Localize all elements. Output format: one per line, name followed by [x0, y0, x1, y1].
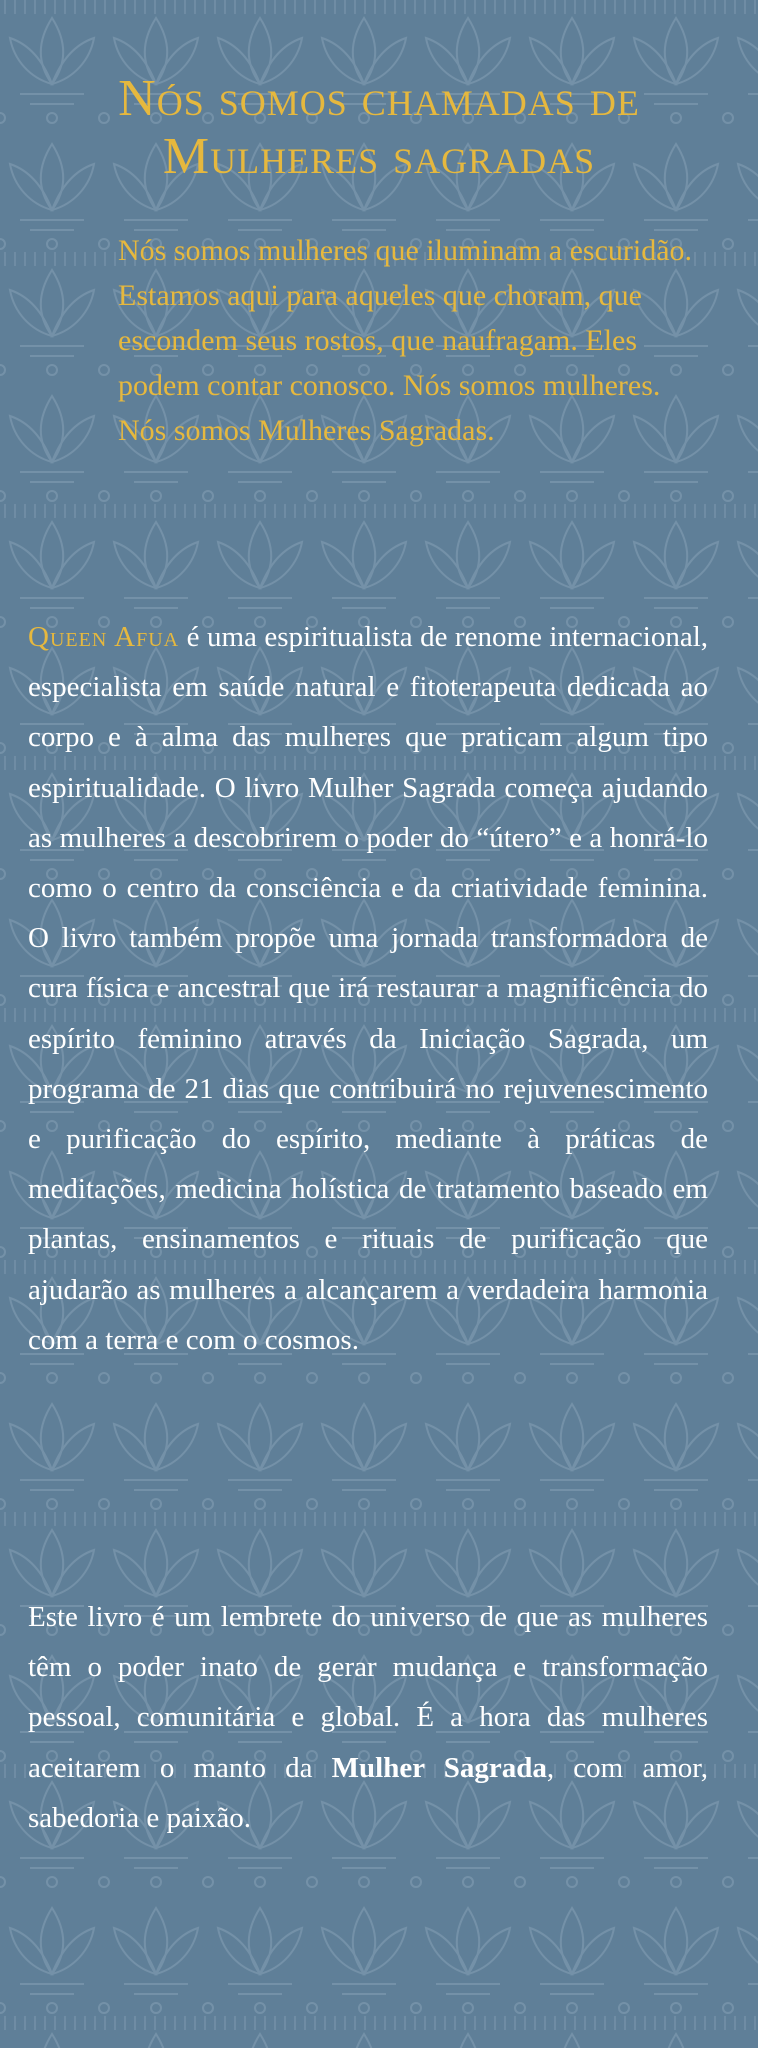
book-title-bold: Mulher Sagrada — [331, 1751, 547, 1784]
author-bio-text: é uma espiritualista de renome internacional, especialista em saúde natural e fitoterapeuta dedicada ao corpo e à alma das mulheres que praticam algum tipo espiritualidade. O livro Mulher Sagrada começa ajudando as mulheres a descobrirem o poder do “útero” e a honrá-lo como o centro da consciência e da criatividade feminina. O livro também propõe uma jornada transformadora de cura física e ancestral que irá restaurar a magnificência do espírito feminino através da Iniciação Sagrada, um programa de 21 dias que contribuirá no rejuvenescimento e purificação do espírito, mediante à práticas de meditações, medicina holística de tratamento baseado em plantas, ensinamentos e rituais de purificação que ajudarão as mulheres a alcançarem a verdadeira harmonia com a terra e com o cosmos. — [28, 621, 709, 1356]
closing-paragraph — [28, 1592, 708, 1843]
closing-text-after: , com amor, sabedoria e paixão. — [28, 1751, 708, 1834]
heading-line-2: Mulheres sagradas — [162, 128, 596, 185]
intro-paragraph: Nós somos mulheres que iluminam a escuridão. Estamos aqui para aqueles que choram, que escondem seus rostos, que naufragam. Eles podem contar conosco. Nós somos mulheres. Nós somos Mulheres Sagradas. — [118, 234, 693, 447]
author-bio-paragraph — [28, 612, 708, 1365]
author-name: Queen Afua — [28, 621, 180, 653]
heading — [40, 70, 718, 186]
heading-line-1: Nós somos chamadas de — [118, 70, 640, 127]
closing-text-before: Este livro é um lembrete do universo de que as mulheres têm o poder inato de gerar mudança e transformação pessoal, comunitária e global. É a hora das mulheres aceitarem o manto da — [28, 1601, 708, 1784]
